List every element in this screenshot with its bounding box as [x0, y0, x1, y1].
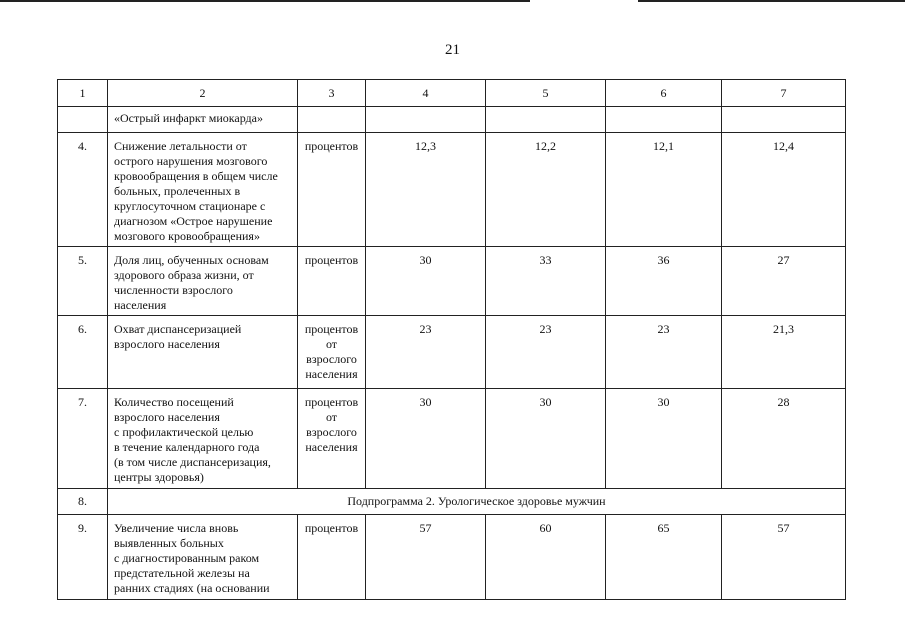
row-number: 9.: [58, 515, 108, 600]
unit-cell: процентов: [298, 247, 366, 316]
value-cell: 12,3: [366, 133, 486, 247]
header-cell: 5: [486, 80, 606, 107]
value-cell: 36: [606, 247, 722, 316]
unit-cell: процентов: [298, 133, 366, 247]
value-cell: 12,4: [722, 133, 846, 247]
page-number: 21: [445, 42, 460, 58]
value-cell: [366, 107, 486, 133]
value-cell: 12,2: [486, 133, 606, 247]
value-cell: 23: [366, 316, 486, 389]
indicator-name: Охват диспансеризацией взрослого населения: [108, 316, 298, 389]
value-cell: 30: [366, 247, 486, 316]
value-cell: [486, 107, 606, 133]
indicators-table: [57, 79, 846, 600]
value-cell: 23: [486, 316, 606, 389]
header-cell: 6: [606, 80, 722, 107]
value-cell: 57: [722, 515, 846, 600]
table-row: [58, 389, 846, 489]
row-number: 8.: [58, 489, 108, 515]
value-cell: 30: [606, 389, 722, 489]
indicator-name: Снижение летальности от острого нарушения мозгового кровообращения в общем числе больных, пролеченных в круглосуточном стационаре с диагнозом «Острое нарушение мозгового кровообращения»: [108, 133, 298, 247]
header-cell: 2: [108, 80, 298, 107]
row-number: 7.: [58, 389, 108, 489]
header-cell: 1: [58, 80, 108, 107]
indicator-name: Доля лиц, обученных основам здорового образа жизни, от численности взрослого населения: [108, 247, 298, 316]
value-cell: 21,3: [722, 316, 846, 389]
value-cell: 57: [366, 515, 486, 600]
value-cell: 23: [606, 316, 722, 389]
header-cell: 4: [366, 80, 486, 107]
scan-edge-line: [638, 0, 905, 2]
unit-cell: процентов: [298, 515, 366, 600]
row-number: [58, 107, 108, 133]
indicator-name: Количество посещений взрослого населения с профилактической целью в течение календарного года (в том числе диспансеризация, центры здоровья): [108, 389, 298, 489]
unit-cell: [298, 107, 366, 133]
value-cell: [606, 107, 722, 133]
row-number: 5.: [58, 247, 108, 316]
subprogram-row: [58, 489, 846, 515]
value-cell: 30: [486, 389, 606, 489]
row-number: 4.: [58, 133, 108, 247]
scan-edge-line: [0, 0, 530, 2]
table-row: [58, 133, 846, 247]
indicator-name: «Острый инфаркт миокарда»: [108, 107, 298, 133]
value-cell: 28: [722, 389, 846, 489]
table-header-row: [58, 80, 846, 107]
unit-cell: процентов от взрослого населения: [298, 389, 366, 489]
value-cell: 27: [722, 247, 846, 316]
indicator-name: Увеличение числа вновь выявленных больных с диагностированным раком предстательной железы на ранних стадиях (на основании: [108, 515, 298, 600]
subprogram-title: Подпрограмма 2. Урологическое здоровье мужчин: [108, 489, 846, 515]
value-cell: 60: [486, 515, 606, 600]
header-cell: 7: [722, 80, 846, 107]
header-cell: 3: [298, 80, 366, 107]
table-row: [58, 247, 846, 316]
table-row: [58, 107, 846, 133]
unit-cell: процентов от взрослого населения: [298, 316, 366, 389]
value-cell: 12,1: [606, 133, 722, 247]
value-cell: [722, 107, 846, 133]
table-row: [58, 515, 846, 600]
value-cell: 30: [366, 389, 486, 489]
value-cell: 33: [486, 247, 606, 316]
table-row: [58, 316, 846, 389]
value-cell: 65: [606, 515, 722, 600]
row-number: 6.: [58, 316, 108, 389]
